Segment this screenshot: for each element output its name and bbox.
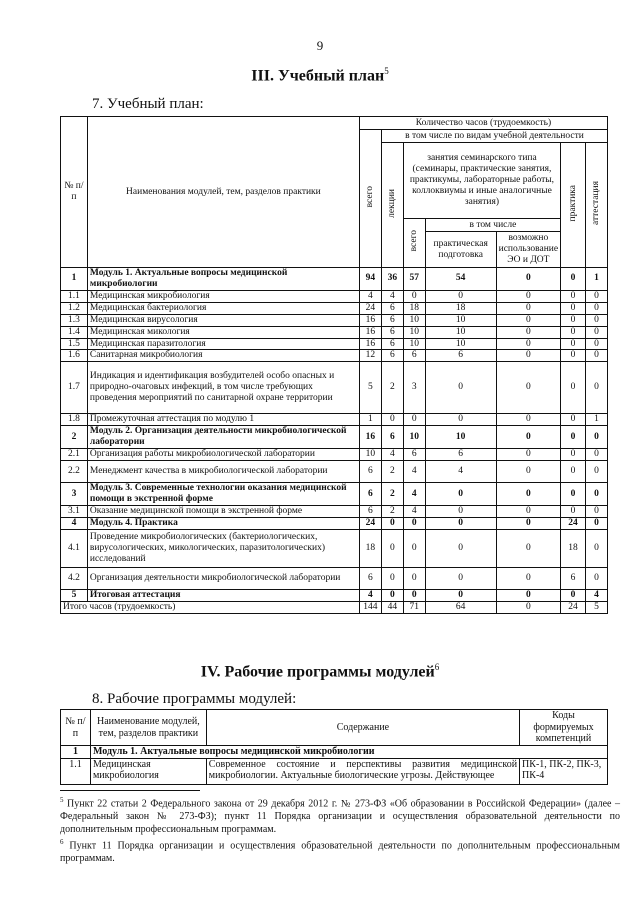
subsection-8-title: 8. Рабочие программы модулей: (92, 691, 297, 707)
total-value: 64 (425, 601, 496, 613)
row-name: Организация работы микробиологической лаборатории (87, 449, 359, 461)
row-value: 6 (381, 326, 403, 338)
row-value: 0 (496, 483, 560, 506)
row-value: 0 (561, 505, 586, 517)
table-row (61, 268, 608, 291)
row-num: 1.2 (61, 302, 88, 314)
row-value: 0 (561, 461, 586, 483)
row-value: 0 (585, 517, 607, 529)
row-num: 1.4 (61, 326, 88, 338)
row-value: 2 (381, 483, 403, 506)
col-header-lectures-cell (381, 143, 403, 268)
row-value: 0 (496, 302, 560, 314)
row-value: 10 (425, 338, 496, 350)
row-value: 4 (403, 483, 425, 506)
row-value: 0 (561, 362, 586, 414)
row-value: 4 (585, 589, 607, 601)
col-header-practice: практика (567, 184, 578, 222)
footnote-6 (60, 838, 620, 866)
row-value: 24 (561, 517, 586, 529)
row-name: Модуль 2. Организация деятельности микробиологической лаборатории (87, 426, 359, 449)
col-header-lectures: лекции (386, 188, 397, 218)
row-value: 10 (403, 314, 425, 326)
row-value: 16 (359, 314, 381, 326)
row-value: 6 (561, 567, 586, 589)
row-num: 2.1 (61, 449, 88, 461)
row-value: 0 (561, 314, 586, 326)
table-row (61, 326, 608, 338)
col-header-seminars: занятия семинарского типа (семинары, практические занятия, практикумы, лабораторные работы, коллоквиумы и иные аналогичные занятия) (403, 143, 560, 219)
footnote-ref-5[interactable]: 5 (384, 66, 389, 76)
row-name: Организация деятельности микробиологической лаборатории (87, 567, 359, 589)
row-value: 0 (496, 517, 560, 529)
row-value: 0 (585, 461, 607, 483)
row-value: 6 (381, 338, 403, 350)
row-value: 0 (496, 461, 560, 483)
row-value: 0 (496, 589, 560, 601)
row-value: 24 (359, 302, 381, 314)
total-value: 44 (381, 601, 403, 613)
row-value: 0 (585, 483, 607, 506)
row-value: 0 (403, 290, 425, 302)
row-value: 0 (381, 517, 403, 529)
row-num: 5 (61, 589, 88, 601)
row-num: 4 (61, 517, 88, 529)
row-value: 0 (585, 449, 607, 461)
row-value: 0 (585, 338, 607, 350)
row-value: 10 (359, 449, 381, 461)
row-value: 4 (403, 461, 425, 483)
row-value: 3 (403, 362, 425, 414)
row-name: Модуль 4. Практика (87, 517, 359, 529)
row-value: 0 (403, 567, 425, 589)
row-value: 10 (425, 326, 496, 338)
row-value: 6 (381, 426, 403, 449)
row-value: 0 (496, 326, 560, 338)
table-row (61, 302, 608, 314)
row-value: 0 (381, 529, 403, 567)
row-value: 6 (425, 350, 496, 362)
row-value: 4 (359, 589, 381, 601)
footnote-6-mark: 6 (60, 838, 64, 846)
total-value: 144 (359, 601, 381, 613)
row-value: 18 (403, 302, 425, 314)
row-num: 1.1 (61, 290, 88, 302)
row-value: 2 (381, 461, 403, 483)
section-3-title (0, 66, 640, 85)
row-value: 0 (585, 326, 607, 338)
row-value: 10 (403, 426, 425, 449)
row-value: 6 (381, 302, 403, 314)
row-value: 16 (359, 426, 381, 449)
row-num: 1 (61, 268, 88, 291)
table-row (61, 461, 608, 483)
total-label: Итого часов (трудоемкость) (61, 601, 360, 613)
curriculum-body (61, 268, 608, 614)
row-value: 6 (359, 483, 381, 506)
row-value: 6 (403, 350, 425, 362)
row-value: 18 (561, 529, 586, 567)
prog-header-content: Содержание (206, 710, 519, 746)
row-value: 4 (381, 290, 403, 302)
row-value: 0 (561, 414, 586, 426)
row-name: Итоговая аттестация (87, 589, 359, 601)
row-name: Медицинская микробиология (87, 290, 359, 302)
row-value: 0 (496, 314, 560, 326)
table-row (61, 567, 608, 589)
row-value: 6 (359, 505, 381, 517)
prog-header-num: № п/п (61, 710, 91, 746)
row-num: 2 (61, 426, 88, 449)
row-value: 0 (585, 290, 607, 302)
table-row (61, 350, 608, 362)
col-header-hours: Количество часов (трудоемкость) (359, 117, 607, 130)
total-value: 24 (561, 601, 586, 613)
row-value: 4 (403, 505, 425, 517)
row-num: 1.8 (61, 414, 88, 426)
row-value: 0 (403, 529, 425, 567)
row-value: 1 (585, 414, 607, 426)
row-value: 0 (425, 517, 496, 529)
row-value: 0 (425, 529, 496, 567)
row-value: 0 (585, 505, 607, 517)
prog-header-codes: Коды формируемых компетенций (520, 710, 608, 746)
prog-header-name: Наименование модулей, тем, разделов практики (90, 710, 206, 746)
row-value: 0 (496, 529, 560, 567)
row-value: 57 (403, 268, 425, 291)
row-value: 0 (561, 338, 586, 350)
row-value: 0 (425, 567, 496, 589)
row-num: 3 (61, 483, 88, 506)
table-row (61, 517, 608, 529)
row-value: 0 (381, 589, 403, 601)
footnote-6-text: Пункт 11 Порядка организации и осуществления образовательной деятельности по дополнительным профессиональным программам. (60, 840, 620, 865)
total-value: 5 (585, 601, 607, 613)
table-row (61, 589, 608, 601)
col-header-num: № п/п (61, 117, 88, 268)
subsection-7-title: 7. Учебный план: (92, 96, 204, 112)
row-name: Медицинская бактериология (87, 302, 359, 314)
col-header-total: всего (364, 185, 375, 208)
row-value: 12 (359, 350, 381, 362)
row-value: 0 (496, 290, 560, 302)
footnote-5-mark: 5 (60, 796, 64, 804)
row-value: 0 (585, 426, 607, 449)
row-value: 0 (561, 290, 586, 302)
row-name: Индикация и идентификация возбудителей особо опасных и природно-очаговых инфекций, в том числе требующих проведения мероприятий по санитарной охране территории (87, 362, 359, 414)
page-number: 9 (316, 38, 324, 53)
row-value: 0 (496, 362, 560, 414)
prog-module-num: 1 (61, 746, 91, 759)
row-value: 0 (561, 426, 586, 449)
programs-table (60, 709, 608, 785)
row-value: 6 (381, 314, 403, 326)
row-value: 6 (381, 350, 403, 362)
row-value: 0 (425, 505, 496, 517)
row-value: 10 (403, 326, 425, 338)
row-value: 36 (381, 268, 403, 291)
row-num: 1.3 (61, 314, 88, 326)
prog-row-name: Медицинская микробиология (90, 758, 206, 784)
row-num: 2.2 (61, 461, 88, 483)
row-name: Модуль 1. Актуальные вопросы медицинской микробиологии (87, 268, 359, 291)
row-value: 0 (561, 449, 586, 461)
table-row (61, 338, 608, 350)
row-num: 1.5 (61, 338, 88, 350)
row-value: 0 (381, 567, 403, 589)
col-header-practice-cell (561, 143, 586, 268)
table-row (61, 314, 608, 326)
footnote-5 (60, 796, 620, 837)
row-name: Медицинская паразитология (87, 338, 359, 350)
row-name: Медицинская вирусология (87, 314, 359, 326)
col-header-sem-total: всего (408, 230, 419, 252)
row-value: 0 (425, 290, 496, 302)
row-value: 0 (425, 483, 496, 506)
row-value: 6 (359, 461, 381, 483)
row-value: 0 (585, 350, 607, 362)
col-header-sem-total-cell (403, 219, 425, 268)
row-value: 0 (496, 350, 560, 362)
row-value: 10 (425, 426, 496, 449)
prog-module-name: Модуль 1. Актуальные вопросы медицинской микробиологии (90, 746, 607, 759)
table-row (61, 414, 608, 426)
col-header-prac-prep: практическая подготовка (425, 232, 496, 268)
row-value: 0 (425, 362, 496, 414)
col-header-total-cell (359, 130, 381, 268)
row-value: 16 (359, 338, 381, 350)
row-value: 0 (585, 314, 607, 326)
row-value: 0 (561, 268, 586, 291)
row-num: 3.1 (61, 505, 88, 517)
row-value: 0 (561, 302, 586, 314)
row-name: Медицинская микология (87, 326, 359, 338)
row-value: 0 (403, 589, 425, 601)
row-num: 1.7 (61, 362, 88, 414)
row-value: 10 (403, 338, 425, 350)
row-name: Проведение микробиологических (бактериологических, вирусологических, микологических, паразитологических) исследований (87, 529, 359, 567)
row-value: 0 (585, 302, 607, 314)
col-header-incl: в том числе (425, 219, 560, 232)
row-num: 1.6 (61, 350, 88, 362)
row-value: 94 (359, 268, 381, 291)
footnote-5-text: Пункт 22 статьи 2 Федерального закона от 29 декабря 2012 г. № 273-ФЗ «Об образовании в Российской Федерации» (далее – Федеральный закон № 273-ФЗ); пункт 11 Порядка организации и осуществления образовательной деятельности по дополнительным профессиональным программам. (60, 798, 620, 835)
prog-row-num: 1.1 (61, 758, 91, 784)
section-4-title-text: IV. Рабочие программы модулей (200, 663, 435, 681)
row-value: 6 (359, 567, 381, 589)
row-name: Санитарная микробиология (87, 350, 359, 362)
total-value: 0 (496, 601, 560, 613)
table-row (61, 362, 608, 414)
row-num: 4.2 (61, 567, 88, 589)
row-value: 4 (381, 449, 403, 461)
footnote-ref-6[interactable]: 6 (434, 662, 440, 672)
table-row (61, 483, 608, 506)
row-value: 0 (561, 350, 586, 362)
col-header-name: Наименования модулей, тем, разделов практики (87, 117, 359, 268)
row-value: 0 (585, 567, 607, 589)
row-name: Оказание медицинской помощи в экстренной форме (87, 505, 359, 517)
col-header-attestation: аттестация (591, 181, 602, 226)
row-value: 4 (425, 461, 496, 483)
table-row (61, 529, 608, 567)
col-header-by-kind: в том числе по видам учебной деятельности (381, 130, 607, 143)
row-value: 0 (425, 414, 496, 426)
total-value: 71 (403, 601, 425, 613)
col-header-attestation-cell (585, 143, 607, 268)
row-value: 10 (425, 314, 496, 326)
row-value: 0 (496, 338, 560, 350)
row-value: 4 (359, 290, 381, 302)
table-row (61, 505, 608, 517)
row-value: 0 (496, 426, 560, 449)
row-value: 0 (403, 414, 425, 426)
row-name: Промежуточная аттестация по модулю 1 (87, 414, 359, 426)
row-value: 1 (359, 414, 381, 426)
row-value: 5 (359, 362, 381, 414)
prog-row-content: Современное состояние и перспективы развития медицинской микробиологии. Актуальные биологические угрозы. Действующее (206, 758, 519, 784)
row-value: 0 (496, 505, 560, 517)
footnote-separator (60, 790, 200, 791)
row-value: 54 (425, 268, 496, 291)
row-value: 6 (425, 449, 496, 461)
row-value: 18 (359, 529, 381, 567)
row-value: 0 (561, 483, 586, 506)
row-value: 0 (425, 589, 496, 601)
row-value: 0 (496, 449, 560, 461)
row-value: 18 (425, 302, 496, 314)
row-value: 0 (561, 589, 586, 601)
row-value: 0 (496, 567, 560, 589)
row-num: 4.1 (61, 529, 88, 567)
row-value: 0 (561, 326, 586, 338)
row-value: 6 (403, 449, 425, 461)
row-value: 0 (585, 529, 607, 567)
row-name: Модуль 3. Современные технологии оказания медицинской помощи в экстренной форме (87, 483, 359, 506)
section-3-title-text: III. Учебный план (251, 67, 385, 85)
table-row (61, 449, 608, 461)
row-value: 0 (381, 414, 403, 426)
row-value: 0 (496, 268, 560, 291)
row-value: 1 (585, 268, 607, 291)
section-4-title (0, 662, 640, 681)
row-value: 0 (403, 517, 425, 529)
row-value: 0 (585, 362, 607, 414)
row-value: 2 (381, 362, 403, 414)
row-name: Менеджмент качества в микробиологической лаборатории (87, 461, 359, 483)
prog-row-codes: ПК-1, ПК-2, ПК-3, ПК-4 (520, 758, 608, 784)
col-header-eo-dot: возможно использование ЭО и ДОТ (496, 232, 560, 268)
row-value: 16 (359, 326, 381, 338)
table-row (61, 290, 608, 302)
row-value: 24 (359, 517, 381, 529)
table-row (61, 426, 608, 449)
row-value: 2 (381, 505, 403, 517)
row-value: 0 (496, 414, 560, 426)
curriculum-table (60, 116, 608, 614)
total-row (61, 601, 608, 613)
